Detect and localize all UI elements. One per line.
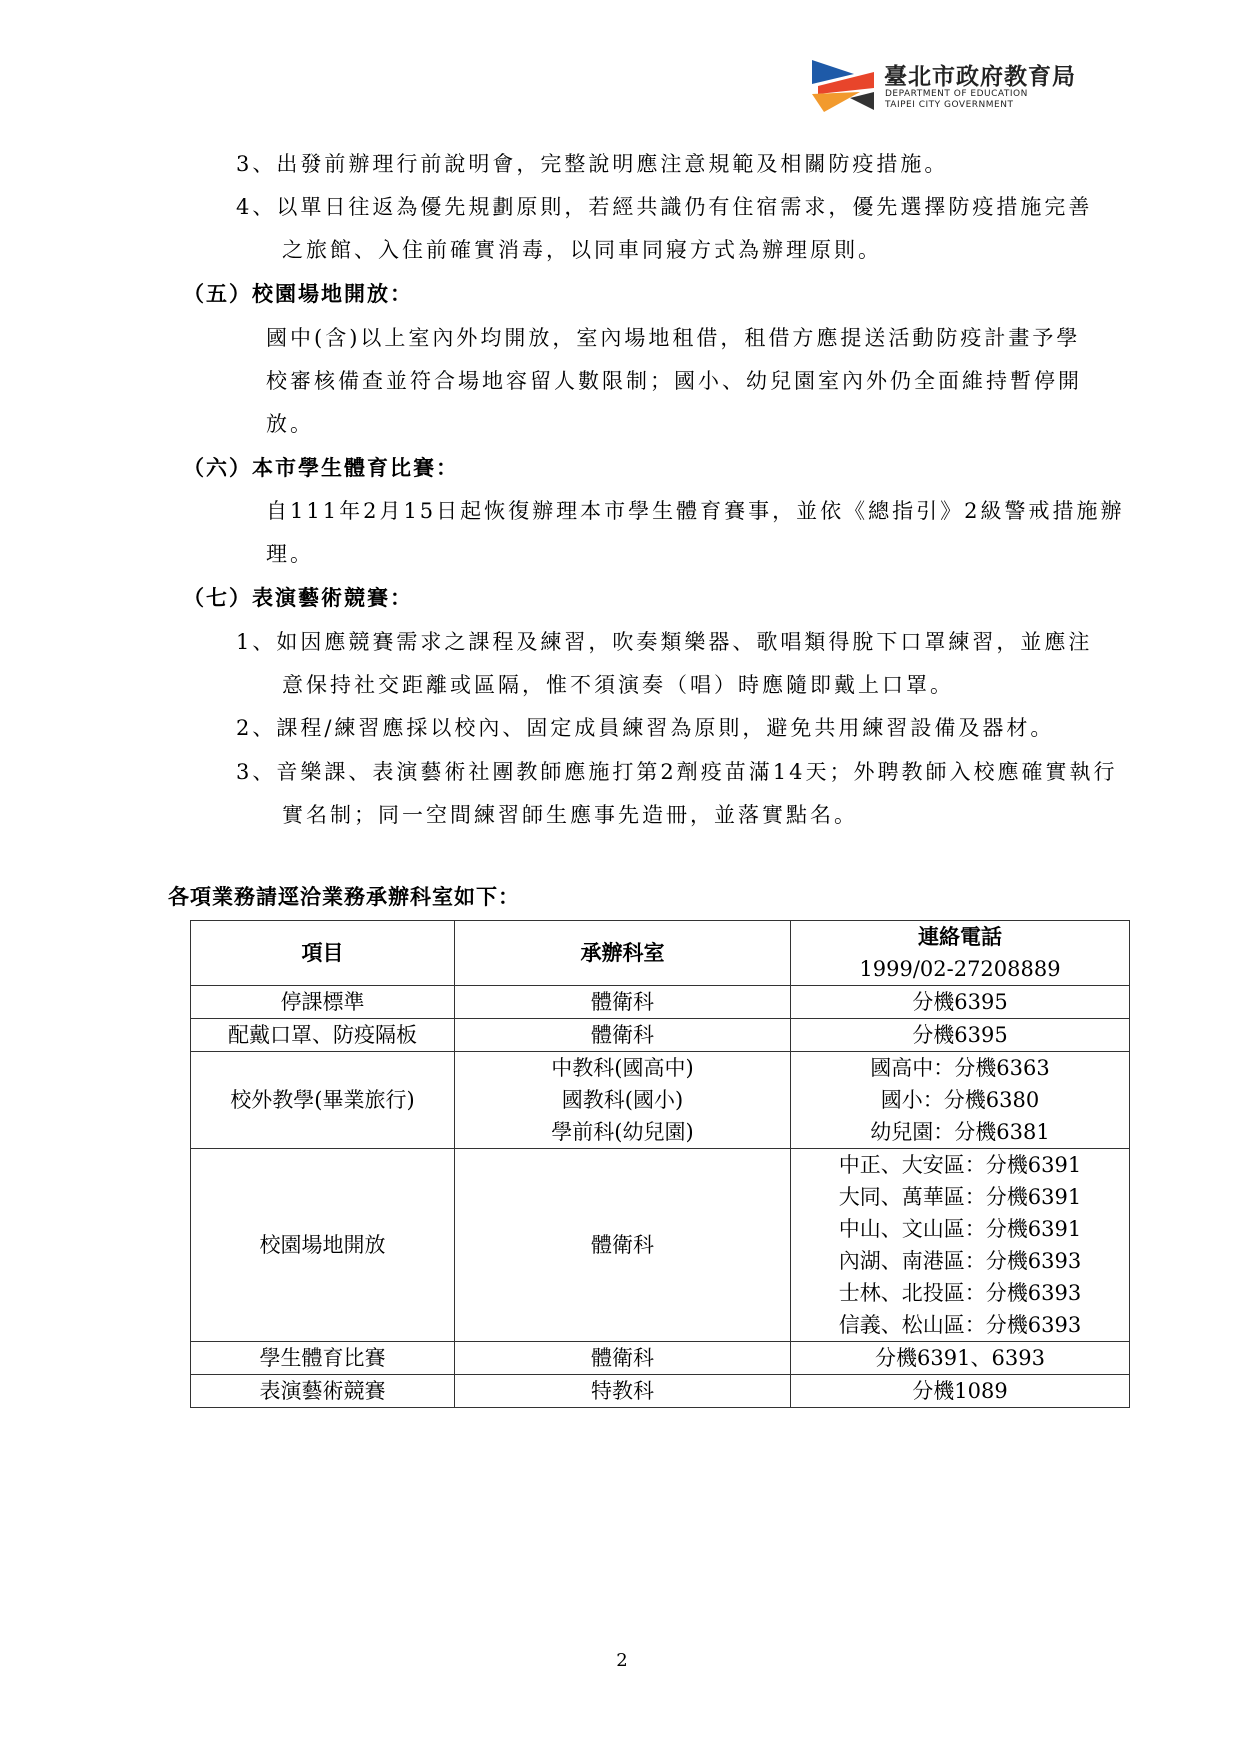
section5-line3: 放。 <box>266 412 314 436</box>
row-office: 體衛科 <box>455 1149 791 1342</box>
item3-line1: 3、出發前辦理行前說明會，完整說明應注意規範及相關防疫措施。 <box>236 152 949 176</box>
row-item: 學生體育比賽 <box>191 1342 455 1375</box>
table-row <box>191 1342 1130 1375</box>
section7-item3-line2: 實名制；同一空間練習師生應事先造冊，並落實點名。 <box>282 803 858 827</box>
row-phone <box>791 1052 1130 1149</box>
table-header-row <box>191 921 1130 986</box>
office-line: 學前科(幼兒園) <box>551 1120 694 1144</box>
row-office: 體衛科 <box>455 1342 791 1375</box>
table-row <box>191 1149 1130 1342</box>
row-item: 表演藝術競賽 <box>191 1375 455 1408</box>
office-line: 國教科(國小) <box>561 1088 684 1112</box>
row-office: 體衛科 <box>455 1019 791 1052</box>
org-name-zh: 臺北市政府教育局 <box>884 64 1076 90</box>
row-office: 體衛科 <box>455 986 791 1019</box>
row-item: 校園場地開放 <box>191 1149 455 1342</box>
phone-line: 國小：分機6380 <box>880 1088 1040 1112</box>
section6-line2: 理。 <box>266 542 314 566</box>
contacts-table <box>190 920 1130 1408</box>
phone-line: 大同、萬華區：分機6391 <box>838 1185 1082 1209</box>
org-name-en-line2: TAIPEI CITY GOVERNMENT <box>885 100 1014 110</box>
taipei-education-logo-icon <box>810 54 876 116</box>
row-phone: 分機6395 <box>791 1019 1130 1052</box>
section5-heading: （五）校園場地開放： <box>183 281 413 306</box>
contact-heading: 各項業務請逕洽業務承辦科室如下： <box>168 884 520 909</box>
table-row <box>191 1052 1130 1149</box>
table-row <box>191 986 1130 1019</box>
row-phone: 分機6395 <box>791 986 1130 1019</box>
row-item: 校外教學(畢業旅行) <box>191 1052 455 1149</box>
header-item: 項目 <box>191 921 455 986</box>
row-office <box>455 1052 791 1149</box>
item4-line1: 4、以單日往返為優先規劃原則，若經共識仍有住宿需求，優先選擇防疫措施完善 <box>236 195 1093 219</box>
section6-heading: （六）本市學生體育比賽： <box>183 455 459 480</box>
page-number: 2 <box>616 1650 628 1671</box>
section7-item1-line2: 意保持社交距離或區隔，惟不須演奏（唱）時應隨即戴上口罩。 <box>282 673 954 697</box>
phone-line: 中正、大安區：分機6391 <box>838 1153 1082 1177</box>
row-phone: 分機1089 <box>791 1375 1130 1408</box>
item4-line2: 之旅館、入住前確實消毒，以同車同寢方式為辦理原則。 <box>282 238 882 262</box>
row-item: 停課標準 <box>191 986 455 1019</box>
row-office: 特教科 <box>455 1375 791 1408</box>
table-row <box>191 1019 1130 1052</box>
section5-line1: 國中(含)以上室內外均開放，室內場地租借，租借方應提送活動防疫計畫予學 <box>266 326 1081 350</box>
table-row <box>191 1375 1130 1408</box>
row-phone <box>791 1149 1130 1342</box>
section7-item1-line1: 1、如因應競賽需求之課程及練習，吹奏類樂器、歌唱類得脫下口罩練習，並應注 <box>236 630 1093 654</box>
row-phone: 分機6391、6393 <box>791 1342 1130 1375</box>
section6-line1: 自111年2月15日起恢復辦理本市學生體育賽事，並依《總指引》2級警戒措施辦 <box>266 499 1125 523</box>
office-line: 中教科(國高中) <box>551 1056 694 1080</box>
section7-heading: （七）表演藝術競賽： <box>183 585 413 610</box>
phone-line: 中山、文山區：分機6391 <box>838 1217 1082 1241</box>
header-phone-number: 1999/02-27208889 <box>859 957 1061 981</box>
phone-line: 內湖、南港區：分機6393 <box>838 1249 1082 1273</box>
phone-line: 幼兒園：分機6381 <box>870 1120 1050 1144</box>
header-phone <box>791 921 1130 986</box>
header-phone-title: 連絡電話 <box>918 924 1002 949</box>
phone-line: 士林、北投區：分機6393 <box>838 1281 1082 1305</box>
header-office: 承辦科室 <box>455 921 791 986</box>
section7-item3-line1: 3、音樂課、表演藝術社團教師應施打第2劑疫苗滿14天；外聘教師入校應確實執行 <box>236 760 1118 784</box>
section7-item2-line1: 2、課程/練習應採以校內、固定成員練習為原則，避免共用練習設備及器材。 <box>236 716 1055 740</box>
org-logo <box>810 54 1110 118</box>
section5-line2: 校審核備查並符合場地容留人數限制；國小、幼兒園室內外仍全面維持暫停開 <box>266 369 1082 393</box>
org-name-en-line1: DEPARTMENT OF EDUCATION <box>885 89 1028 99</box>
row-item: 配戴口罩、防疫隔板 <box>191 1019 455 1052</box>
phone-line: 信義、松山區：分機6393 <box>838 1313 1082 1337</box>
phone-line: 國高中：分機6363 <box>870 1056 1050 1080</box>
